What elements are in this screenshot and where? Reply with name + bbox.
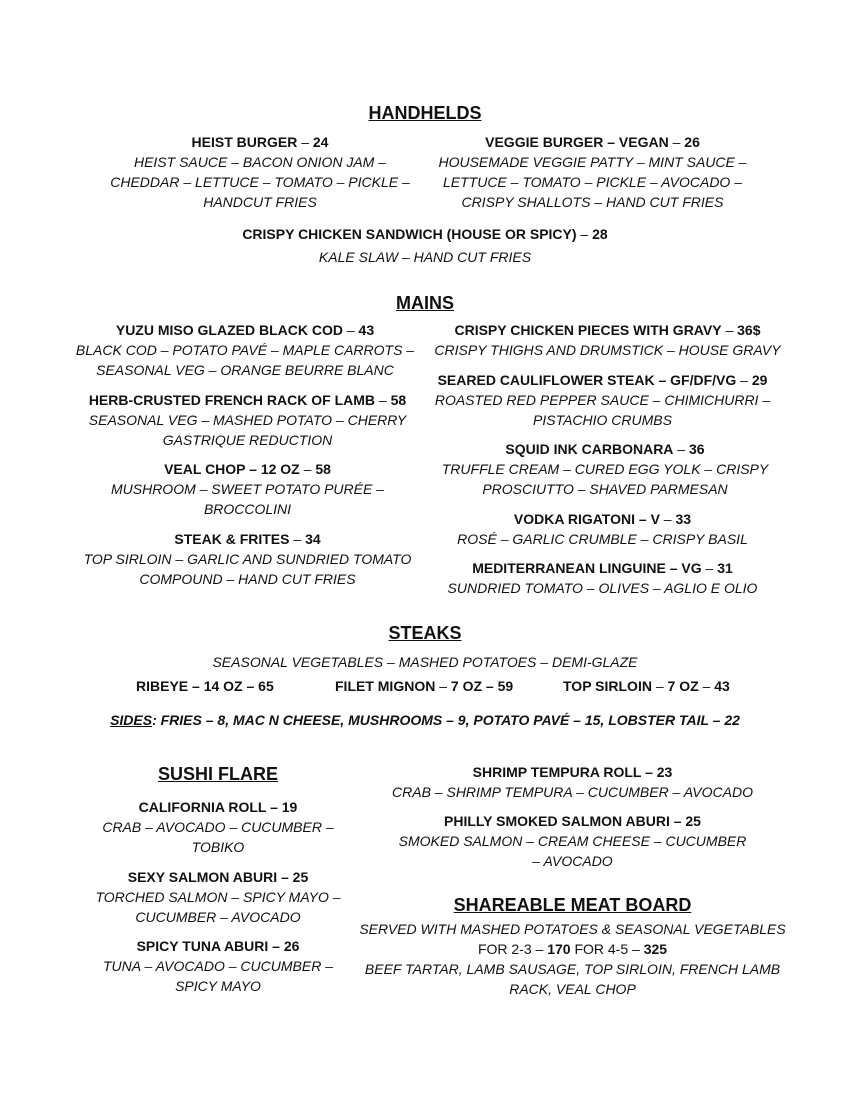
section-title-handhelds: HANDHELDS [368,103,482,123]
steaks-subtitle: SEASONAL VEGETABLES – MASHED POTATOES – DEMI-GLAZE [212,654,638,670]
item-name: PHILLY SMOKED SALMON ABURI – 25 [444,813,701,829]
item-name: CRISPY CHICKEN SANDWICH (HOUSE OR SPICY) – 28 [242,226,608,242]
item-description: BLACK COD – POTATO PAVÉ – MAPLE CARROTS – SEASONAL VEG – ORANGE BEURRE BLANC [75,342,415,378]
item-name: CALIFORNIA ROLL – 19 [138,799,298,815]
menu-item-california-roll [88,797,348,857]
item-name: MEDITERRANEAN LINGUINE – VG – 31 [472,560,733,576]
meat-board-served-with: SERVED WITH MASHED POTATOES & SEASONAL VEGETABLES [359,921,786,937]
item-name: VEAL CHOP – 12 OZ – 58 [164,461,331,477]
item-description: TOP SIRLOIN – GARLIC AND SUNDRIED TOMATO COMPOUND – HAND CUT FRIES [83,551,412,587]
item-description: TORCHED SALMON – SPICY MAYO – CUCUMBER – AVOCADO [95,889,341,925]
menu-item-rack-of-lamb [85,390,410,450]
item-description: ROASTED RED PEPPER SAUCE – CHIMICHURRI – PISTACHIO CRUMBS [434,392,771,428]
menu-item-black-cod [70,320,420,380]
menu-item-mediterranean-linguine [430,558,775,598]
menu-item-philly-smoked-salmon-aburi [395,811,750,871]
menu-item-shrimp-tempura-roll [380,762,765,802]
menu-item-veggie-burger [425,132,760,212]
item-description: HEIST SAUCE – BACON ONION JAM – CHEDDAR – LETTUCE – TOMATO – PICKLE – HANDCUT FRIES [110,154,410,210]
item-name: YUZU MISO GLAZED BLACK COD – 43 [115,322,375,338]
menu-item-steak-frites [75,529,420,589]
item-description: MUSHROOM – SWEET POTATO PURÉE – BROCCOLINI [110,481,385,517]
item-description: SEASONAL VEG – MASHED POTATO – CHERRY GASTRIQUE REDUCTION [88,412,407,448]
item-name: SQUID INK CARBONARA – 36 [505,441,705,457]
menu-item-veal-chop [95,459,400,519]
steak-top-sirloin: TOP SIRLOIN – 7 OZ – 43 [563,678,730,694]
section-title-mains: MAINS [396,293,454,313]
menu-item-sexy-salmon-aburi [88,867,348,927]
item-description: TRUFFLE CREAM – CURED EGG YOLK – CRISPY PROSCIUTTO – SHAVED PARMESAN [441,461,769,497]
item-name: VEGGIE BURGER – VEGAN – 26 [485,134,700,150]
item-name: VODKA RIGATONI – V – 33 [513,511,692,527]
meat-board-pricing: FOR 2-3 – 170 FOR 4-5 – 325 [477,941,668,957]
item-description: TUNA – AVOCADO – CUCUMBER – SPICY MAYO [102,958,333,994]
menu-item-crispy-chicken-sandwich [0,223,850,269]
item-name: HERB-CRUSTED FRENCH RACK OF LAMB – 58 [88,392,407,408]
sides-text: : FRIES – 8, MAC N CHEESE, MUSHROOMS – 9, POTATO PAVÉ – 15, LOBSTER TAIL – 22 [152,712,740,728]
steak-ribeye: RIBEYE – 14 OZ – 65 [136,678,274,694]
item-description: CRISPY THIGHS AND DRUMSTICK – HOUSE GRAVY [434,342,781,358]
menu-item-vodka-rigatoni [430,509,775,549]
item-description: ROSÉ – GARLIC CRUMBLE – CRISPY BASIL [457,531,748,547]
sides-label: SIDES [110,712,153,728]
steak-filet-mignon: FILET MIGNON – 7 OZ – 59 [335,678,514,694]
menu-item-cauliflower-steak [430,370,775,430]
item-description: SMOKED SALMON – CREAM CHEESE – CUCUMBER – AVOCADO [398,833,747,869]
section-title-steaks: STEAKS [388,623,462,643]
item-name: CRISPY CHICKEN PIECES WITH GRAVY – 36$ [454,322,761,338]
sides-line [0,710,850,730]
section-title-shareable-meat-board: SHAREABLE MEAT BOARD [453,895,692,915]
item-name: SEXY SALMON ABURI – 25 [127,869,309,885]
item-description: CRAB – SHRIMP TEMPURA – CUCUMBER – AVOCADO [392,784,753,800]
item-description: HOUSEMADE VEGGIE PATTY – MINT SAUCE – LETTUCE – TOMATO – PICKLE – AVOCADO – CRISPY SHALLOTS – HAND CUT FRIES [438,154,747,210]
meat-board-contents: BEEF TARTAR, LAMB SAUSAGE, TOP SIRLOIN, FRENCH LAMB RACK, VEAL CHOP [364,961,781,997]
section-title-sushi-flare: SUSHI FLARE [157,764,278,784]
item-description: SUNDRIED TOMATO – OLIVES – AGLIO E OLIO [447,580,758,596]
menu-item-heist-burger [100,132,420,212]
item-name: SPICY TUNA ABURI – 26 [136,938,300,954]
item-name: SEARED CAULIFLOWER STEAK – GF/DF/VG – 29 [437,372,768,388]
menu-item-squid-ink-carbonara [435,439,775,499]
item-name: STEAK & FRITES – 34 [174,531,321,547]
item-description: CRAB – AVOCADO – CUCUMBER – TOBIKO [102,819,334,855]
menu-item-spicy-tuna-aburi [88,936,348,996]
item-name: HEIST BURGER – 24 [191,134,329,150]
item-name: SHRIMP TEMPURA ROLL – 23 [472,764,673,780]
item-description: KALE SLAW – HAND CUT FRIES [318,249,532,265]
menu-item-chicken-pieces [420,320,795,360]
meat-board-details [350,919,795,999]
